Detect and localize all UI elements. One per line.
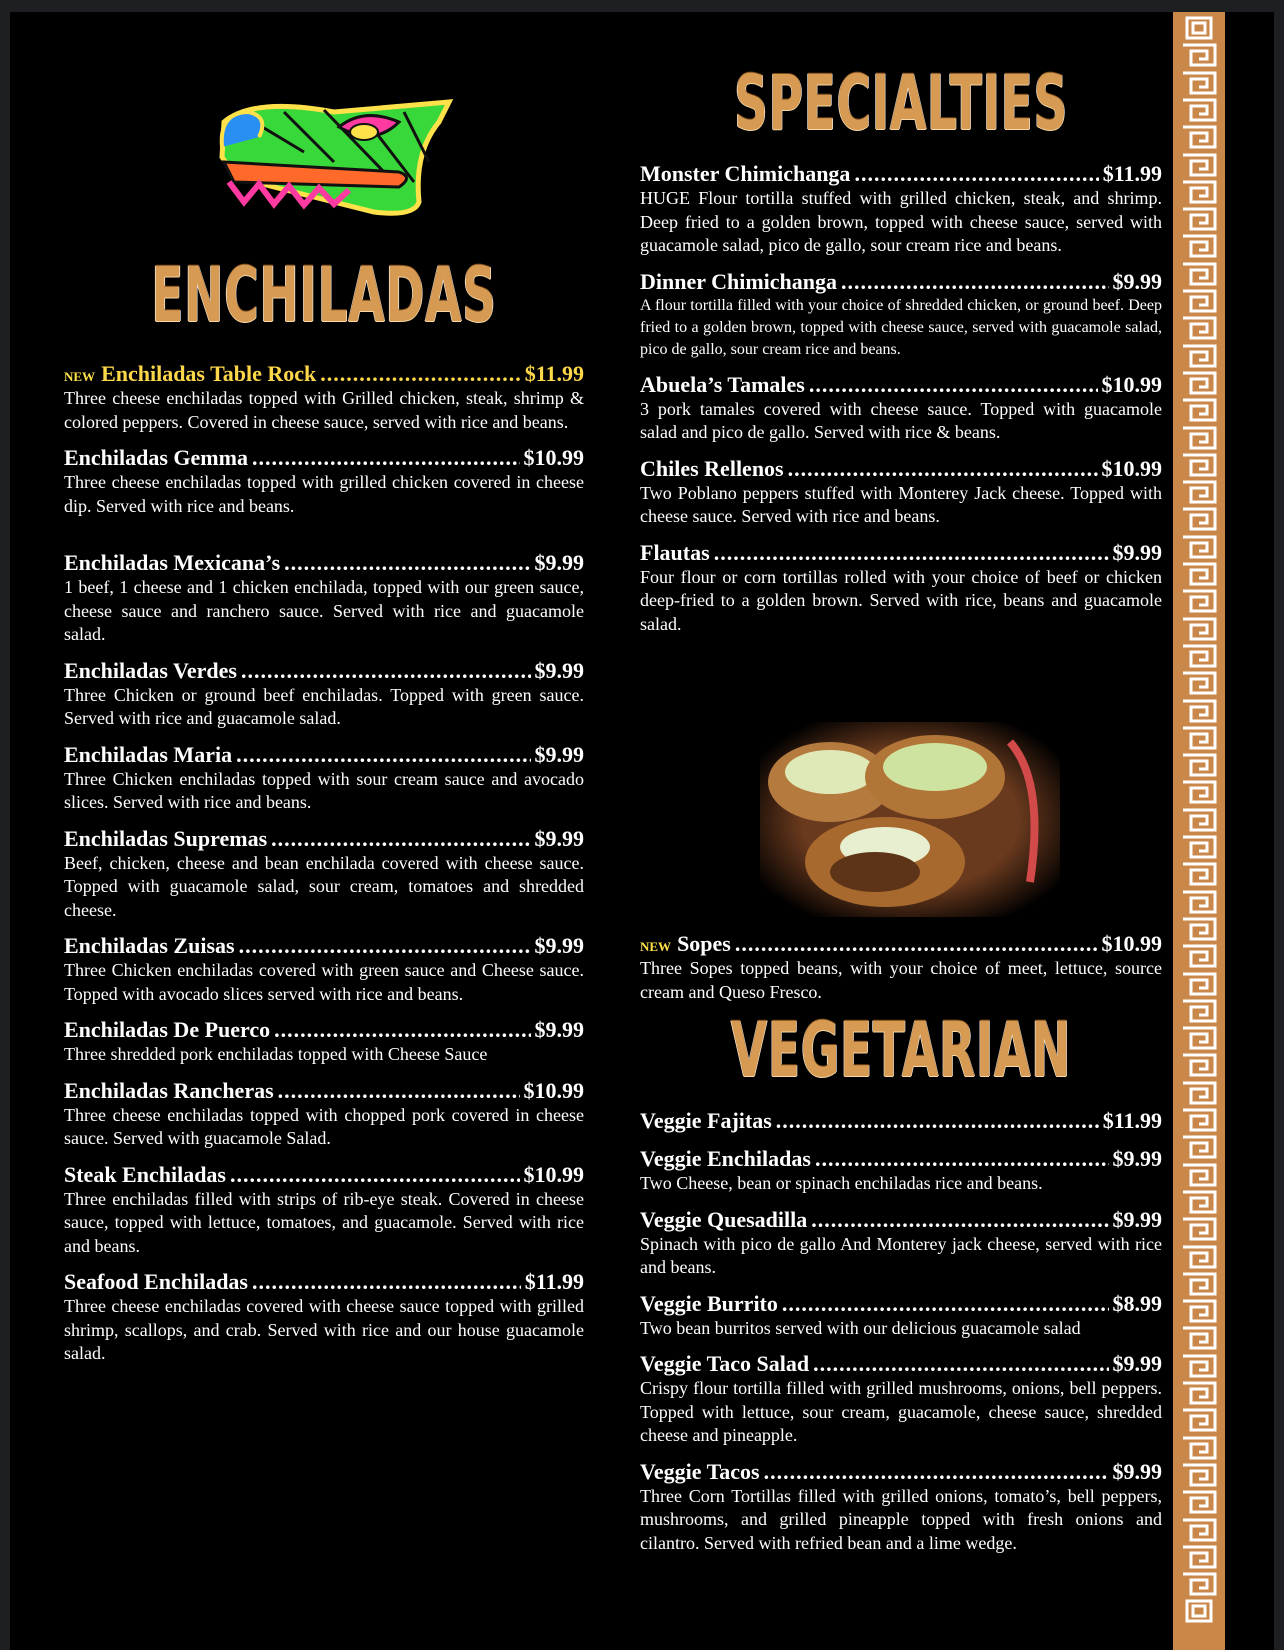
list-item — [64, 934, 584, 1006]
greek-key-icon — [1177, 1163, 1221, 1187]
leader-dots — [841, 270, 1108, 294]
item-description: Four flour or corn tortillas rolled with your choice of beef or chicken deep-fried to a golden brown. Served with rice, beans and guacamole salad. — [640, 566, 1162, 634]
item-price: $9.99 — [534, 933, 584, 958]
greek-key-icon — [1177, 426, 1221, 450]
list-item — [640, 541, 1162, 637]
list-item — [64, 827, 584, 923]
greek-key-icon — [1177, 780, 1221, 804]
greek-key-icon — [1177, 1436, 1221, 1460]
item-description: HUGE Flour tortilla stuffed with grilled chicken, steak, and shrimp. Deep fried to a golden brown, topped with cheese sauce, served with guacamole salad, pico de gallo, sour cream rice and beans. — [640, 188, 1162, 255]
item-name: Enchiladas Verdes — [64, 657, 237, 683]
greek-key-icon — [1177, 972, 1221, 996]
greek-key-icon — [1177, 371, 1221, 395]
greek-key-icon — [1177, 644, 1221, 668]
item-price: $11.99 — [524, 1269, 584, 1294]
list-item — [640, 1292, 1162, 1341]
item-description: 3 pork tamales covered with cheese sauce. Topped with guacamole salad and pico de gallo. Served with rice & beans. — [640, 398, 1162, 442]
greek-key-icon — [1177, 835, 1221, 859]
item-description: Two Cheese, bean or spinach enchiladas rice and beans. — [640, 1173, 1043, 1193]
item-name: Monster Chimichanga — [640, 161, 851, 186]
greek-key-icon — [1177, 180, 1221, 204]
item-price: $10.99 — [1101, 455, 1162, 481]
item-description: Spinach with pico de gallo And Monterey jack cheese, served with rice and beans. — [640, 1233, 1162, 1277]
greek-key-icon — [1177, 535, 1221, 559]
greek-key-icon — [1177, 1190, 1221, 1214]
item-name: Enchiladas Zuisas — [64, 933, 235, 958]
leader-dots — [714, 541, 1109, 565]
greek-key-icon — [1177, 1408, 1221, 1432]
list-item — [640, 1460, 1162, 1556]
item-price: $9.99 — [1112, 1206, 1162, 1232]
greek-key-icon — [1177, 890, 1221, 914]
item-description: Three cheese enchiladas topped with chopped pork covered in cheese sauce. Served with guacamole Salad. — [64, 1104, 584, 1148]
list-item — [640, 270, 1162, 361]
greek-key-icon — [1177, 862, 1221, 886]
item-price: $9.99 — [534, 657, 584, 683]
leader-dots — [230, 1163, 520, 1187]
leader-dots — [854, 162, 1098, 186]
leader-dots — [274, 1018, 530, 1042]
item-name: Enchiladas De Puerco — [64, 1017, 271, 1042]
item-price: $11.99 — [524, 361, 584, 386]
leader-dots — [776, 1109, 1099, 1133]
item-price: $9.99 — [1112, 268, 1162, 294]
greek-key-icon — [1177, 71, 1221, 95]
list-item — [64, 1018, 584, 1067]
greek-key-icon — [1177, 234, 1221, 258]
greek-key-icon — [1177, 207, 1221, 231]
leader-dots — [241, 659, 531, 683]
item-description: Two bean burritos served with our delicious guacamole salad — [640, 1317, 1081, 1338]
item-price: $11.99 — [1102, 161, 1162, 186]
item-name: Seafood Enchiladas — [64, 1269, 248, 1294]
item-description: Three cheese enchiladas covered with cheese sauce topped with grilled shrimp, scallops, and crab. Served with rice and our house guacamole salad. — [64, 1296, 584, 1363]
border-corner-icon — [1177, 16, 1221, 40]
list-item — [64, 743, 584, 815]
leader-dots — [788, 457, 1098, 481]
greek-key-icon — [1177, 1463, 1221, 1487]
leader-dots — [236, 743, 530, 767]
item-name: Enchiladas Rancheras — [64, 1077, 274, 1103]
item-name: Chiles Rellenos — [640, 455, 784, 481]
item-price: $10.99 — [1101, 931, 1162, 956]
greek-key-icon — [1177, 316, 1221, 340]
greek-key-icon — [1177, 1135, 1221, 1159]
serpent-icon — [214, 92, 454, 222]
enchiladas-title: ENCHILADAS — [151, 250, 497, 339]
greek-key-icon — [1177, 1381, 1221, 1405]
sopes-photo — [760, 722, 1060, 917]
item-price: $10.99 — [523, 445, 584, 470]
leader-dots — [735, 932, 1098, 956]
item-price: $9.99 — [534, 741, 584, 767]
greek-key-icon — [1177, 917, 1221, 941]
item-description: 1 beef, 1 cheese and 1 chicken enchilada, topped with our green sauce, cheese sauce and ranchero sauce. Served with rice and guacamole salad. — [64, 577, 584, 644]
greek-key-icon — [1177, 617, 1221, 641]
item-name: Steak Enchiladas — [64, 1161, 226, 1187]
list-item — [640, 162, 1162, 258]
specialties-list — [640, 162, 1162, 636]
greek-key-icon — [1177, 125, 1221, 149]
greek-key-icon — [1177, 43, 1221, 67]
leader-dots — [239, 934, 531, 958]
greek-key-icon — [1177, 153, 1221, 177]
greek-key-icon — [1177, 726, 1221, 750]
greek-key-icon — [1177, 453, 1221, 477]
item-description: Three Corn Tortillas filled with grilled onions, tomato’s, bell peppers, mushrooms, and grilled pineapple topped with fresh onions and cilantro. Served with refried bean and a lime wedge. — [640, 1485, 1162, 1553]
greek-key-icon — [1177, 808, 1221, 832]
item-description: A flour tortilla filled with your choice of shredded chicken, or ground beef. Deep fried to a golden brown, topped with cheese sauce, served with guacamole salad, pico de gallo, sour cream rice and beans. — [640, 296, 1162, 358]
list-item — [64, 446, 584, 518]
list-item — [640, 1352, 1162, 1448]
item-description: Crispy flour tortilla filled with grilled mushrooms, onions, bell peppers. Topped with lettuce, sour cream, guacamole, cheese sauce, shredded cheese and pineapple. — [640, 1378, 1162, 1445]
vegetarian-list — [640, 1109, 1162, 1555]
item-price: $11.99 — [1102, 1108, 1162, 1133]
item-name: Veggie Burrito — [640, 1290, 778, 1316]
menu-page — [10, 12, 1274, 1650]
item-name: Enchiladas Mexicana’s — [64, 550, 281, 575]
item-description: Three cheese enchiladas topped with grilled chicken covered in cheese dip. Served with rice and beans. — [64, 472, 584, 516]
item-name: Dinner Chimichanga — [640, 268, 838, 294]
leader-dots — [252, 446, 520, 470]
item-price: $9.99 — [534, 825, 584, 851]
item-price: $9.99 — [1112, 1351, 1162, 1376]
item-description: Three Chicken enchiladas topped with sour cream sauce and avocado slices. Served with rice and beans. — [64, 768, 584, 812]
item-description: Three shredded pork enchiladas topped with Cheese Sauce — [64, 1044, 488, 1064]
item-price: $9.99 — [1112, 539, 1162, 565]
item-price: $9.99 — [1112, 1146, 1162, 1171]
item-description: Three cheese enchiladas topped with Grilled chicken, steak, shrimp & colored peppers. Covered in cheese sauce, served with rice and beans. — [64, 388, 584, 432]
list-item-sopes: NEW Sopes ..... $10.99 Three Sopes topped beans, with your choice of meet, lettuce, source cream and Queso Fresco. — [640, 932, 1162, 1004]
leader-dots — [252, 1270, 521, 1294]
item-price: $10.99 — [1101, 371, 1162, 397]
greek-key-icon — [1177, 1572, 1221, 1596]
list-item — [64, 1270, 584, 1366]
greek-key-icon — [1177, 1217, 1221, 1241]
item-name: Enchiladas Maria — [64, 741, 233, 767]
list-item — [640, 1109, 1162, 1133]
greek-key-icon — [1177, 98, 1221, 122]
item-description: Two Poblano peppers stuffed with Monterey Jack cheese. Topped with cheese sauce. Served with rice and beans. — [640, 482, 1162, 526]
item-price: $10.99 — [523, 1077, 584, 1103]
leader-dots — [809, 373, 1098, 397]
list-item — [640, 457, 1162, 529]
greek-key-icon — [1177, 1053, 1221, 1077]
item-description: Three enchiladas filled with strips of rib-eye steak. Covered in cheese sauce, topped with lettuce, tomatoes, and guacamole. Served with rice and beans. — [64, 1188, 584, 1256]
border-corner-icon — [1177, 1599, 1221, 1623]
item-name: Flautas — [640, 539, 710, 565]
greek-key-icon — [1177, 1081, 1221, 1105]
enchiladas-list — [64, 362, 584, 1366]
greek-key-icon — [1177, 699, 1221, 723]
greek-key-icon — [1177, 480, 1221, 504]
leader-dots — [278, 1079, 520, 1103]
greek-key-icon — [1177, 1026, 1221, 1050]
leader-dots — [320, 362, 520, 386]
greek-key-border — [1173, 12, 1225, 1650]
greek-key-icon — [1177, 753, 1221, 777]
list-item — [64, 1163, 584, 1259]
item-name: Enchiladas Supremas — [64, 825, 268, 851]
item-price: $9.99 — [534, 1017, 584, 1042]
item-name: Veggie Fajitas — [640, 1108, 772, 1133]
greek-key-icon — [1177, 589, 1221, 613]
greek-key-icon — [1177, 999, 1221, 1023]
greek-key-icon — [1177, 562, 1221, 586]
greek-key-icon — [1177, 1108, 1221, 1132]
greek-key-icon — [1177, 671, 1221, 695]
item-description: Three Chicken enchiladas covered with green sauce and Cheese sauce. Topped with avocado slices served with rice and beans. — [64, 960, 584, 1004]
specialties-title: SPECIALTIES — [733, 58, 1069, 147]
greek-key-icon — [1177, 944, 1221, 968]
vegetarian-title: VEGETARIAN — [730, 1005, 1072, 1094]
leader-dots — [271, 827, 530, 851]
greek-key-icon — [1177, 507, 1221, 531]
item-name: Veggie Enchiladas — [640, 1146, 811, 1171]
greek-key-icon — [1177, 1518, 1221, 1542]
list-item — [64, 1079, 584, 1151]
greek-key-icon — [1177, 1245, 1221, 1269]
greek-key-icon — [1177, 1326, 1221, 1350]
item-name: Enchiladas Gemma — [64, 445, 248, 470]
list-item — [640, 373, 1162, 445]
greek-key-icon — [1177, 344, 1221, 368]
leader-dots — [815, 1147, 1109, 1171]
greek-key-icon — [1177, 1545, 1221, 1569]
item-name: Sopes — [677, 931, 731, 956]
item-name: Abuela’s Tamales — [640, 371, 805, 397]
leader-dots — [811, 1208, 1108, 1232]
list-item: NEW Enchiladas Table Rock ..... $11.99 Three cheese enchiladas topped with Grilled chicken, steak, shrimp & colored peppers. Covered in cheese sauce, served with rice and beans. — [64, 362, 584, 434]
list-item — [64, 551, 584, 647]
item-description: Beef, chicken, cheese and bean enchilada covered with cheese sauce. Topped with guacamole salad, sour cream, tomatoes and shredded cheese. — [64, 852, 584, 920]
greek-key-icon — [1177, 289, 1221, 313]
item-price: $9.99 — [534, 550, 584, 575]
leader-dots — [782, 1292, 1109, 1316]
item-name: Enchiladas Table Rock — [101, 361, 317, 386]
item-description: Three Sopes topped beans, with your choice of meet, lettuce, source cream and Queso Fresco. — [640, 958, 1162, 1002]
greek-key-icon — [1177, 262, 1221, 286]
list-item — [64, 659, 584, 731]
item-name: Veggie Tacos — [640, 1458, 760, 1484]
item-name: Veggie Taco Salad — [640, 1351, 810, 1376]
leader-dots — [813, 1352, 1108, 1376]
item-description: Three Chicken or ground beef enchiladas. Topped with green sauce. Served with rice and guacamole salad. — [64, 684, 584, 728]
item-price: $8.99 — [1112, 1290, 1162, 1316]
greek-key-icon — [1177, 398, 1221, 422]
leader-dots — [764, 1460, 1109, 1484]
list-item — [640, 1147, 1162, 1196]
greek-key-icon — [1177, 1272, 1221, 1296]
list-item — [640, 1208, 1162, 1280]
greek-key-icon — [1177, 1299, 1221, 1323]
item-price: $9.99 — [1112, 1458, 1162, 1484]
item-name: Veggie Quesadilla — [640, 1206, 808, 1232]
item-price: $10.99 — [523, 1161, 584, 1187]
greek-key-icon — [1177, 1490, 1221, 1514]
greek-key-icon — [1177, 1354, 1221, 1378]
leader-dots — [284, 551, 530, 575]
